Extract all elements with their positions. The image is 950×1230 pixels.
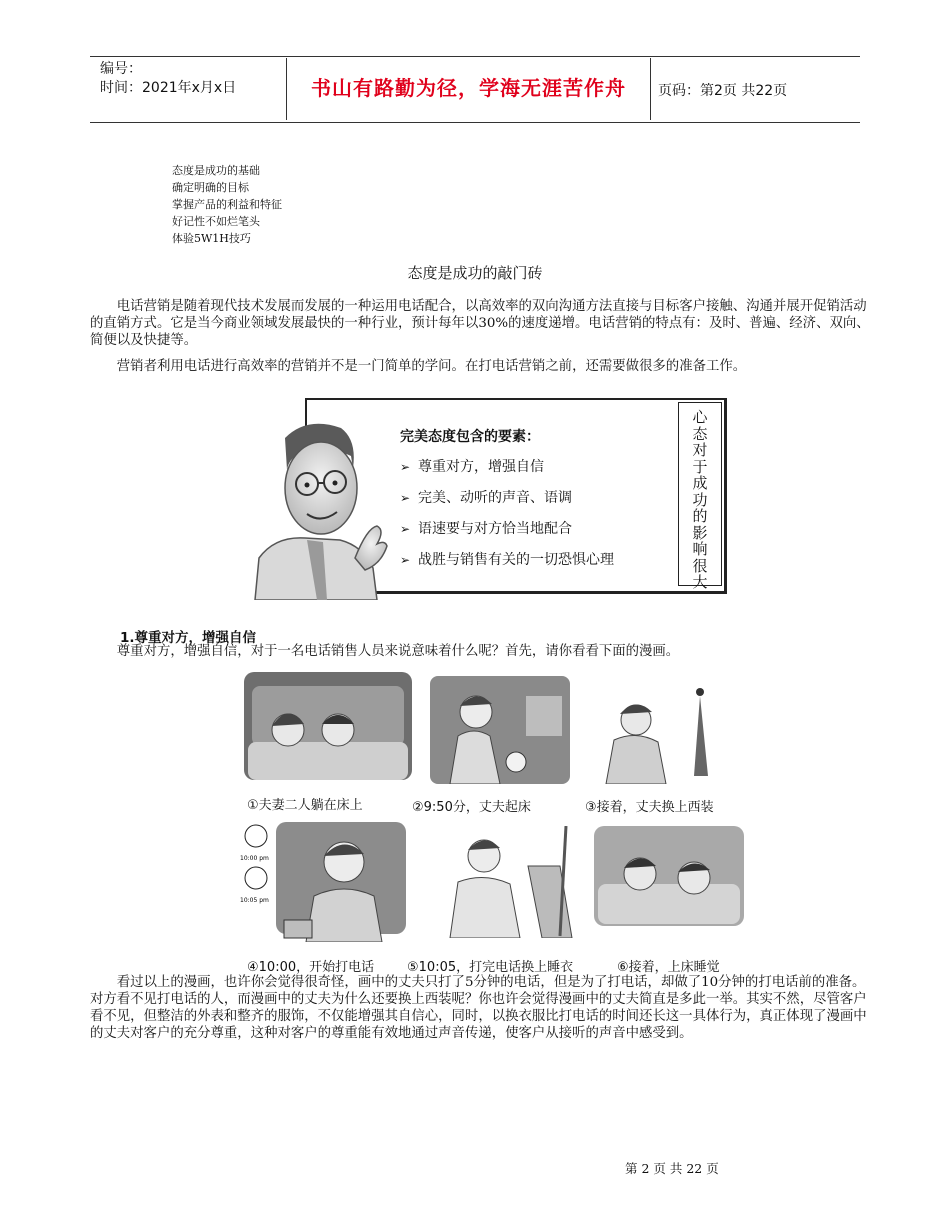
header-top-rule [90,56,860,57]
comic-panel-husband-wakes [430,676,570,784]
outline-item: 确定明确的目标 [172,181,249,194]
side-note-char: 影 [692,523,708,542]
outline-item: 态度是成功的基础 [172,164,260,177]
page-footer: 第 2 页 共 22 页 [625,1161,719,1176]
side-note-char: 功 [692,490,708,509]
salesman-illustration [245,418,395,600]
comic-panel-husband-suits-up [596,676,726,784]
side-note-char: 态 [692,424,708,443]
comic-caption: ④10:00，开始打电话 [247,960,375,975]
side-note-char: 的 [692,507,708,525]
infographic-item [400,518,572,538]
section-title: 态度是成功的敲门砖 [407,264,543,282]
comic-caption: ③接着，丈夫换上西装 [585,800,714,815]
side-note-char: 心 [692,408,708,426]
paragraph-comic-intro: 尊重对方，增强自信，对于一名电话销售人员来说意味着什么呢？首先，请你看看下面的漫画。 [116,644,680,659]
comic-panel-husband-calls [236,822,406,942]
header-page-number: 页码：第2页 共22页 [658,83,788,99]
comic-caption: ②9:50分，丈夫起床 [412,800,531,815]
side-note-char: 响 [692,540,708,558]
header-divider [650,58,651,120]
side-note-char: 很 [692,556,708,575]
infographic-item [400,487,572,507]
outline-item: 好记性不如烂笔头 [172,215,260,228]
infographic-item-text: 尊重对方，增强自信 [418,459,544,475]
outline-item: 体验5W1H技巧 [172,232,251,245]
header-meta [100,60,236,98]
infographic-title: 完美态度包含的要素： [400,429,540,445]
comic-caption: ①夫妻二人躺在床上 [247,798,363,813]
infographic-item-text: 语速要与对方恰当地配合 [418,521,572,537]
paragraph-preparation: 营销者利用电话进行高效率的营销并不是一门简单的学问。在打电话营销之前，还需要做很多的准备工作。 [116,359,747,374]
outline-list [172,162,282,247]
comic-panel-back-to-bed [594,826,744,926]
comic-panel-couple-in-bed [244,672,412,780]
infographic-item-text: 战胜与销售有关的一切恐惧心理 [418,552,614,568]
side-note-char: 成 [692,474,708,492]
serial-label: 编号： [100,61,142,77]
comic-caption: ⑥接着，上床睡觉 [617,960,720,975]
infographic-item [400,456,544,476]
comic-caption: ⑤10:05，打完电话换上睡衣 [407,960,574,975]
arrow-bullet-icon: ➢ [400,460,411,474]
side-note-char: 大 [692,573,708,591]
section-heading-respect: 1.尊重对方，增强自信 [120,630,257,646]
infographic-item [400,549,614,569]
clock-label-1005: 10:05 pm [240,897,269,904]
comic-panel-husband-changes-pajamas [432,826,582,938]
arrow-bullet-icon: ➢ [400,522,411,536]
side-note-text [679,409,721,591]
outline-item: 掌握产品的利益和特征 [172,198,282,211]
side-note-char: 对 [692,441,708,459]
arrow-bullet-icon: ➢ [400,491,411,505]
side-note-char: 于 [692,457,708,476]
arrow-bullet-icon: ➢ [400,553,411,567]
date-label: 时间：2021年x月x日 [100,80,237,96]
header-motto: 书山有路勤为径，学海无涯苦作舟 [311,76,626,100]
infographic-item-text: 完美、动听的声音、语调 [418,490,572,506]
paragraph-intro: 电话营销是随着现代技术发展而发展的一种运用电话配合，以高效率的双向沟通方法直接与目标客户接触、沟通并展开促销活动的直销方式。它是当今商业领域发展最快的一种行业，预计每年以30%的速度递增。电话营销的特点有：及时、普遍、经济、双向、简便以及快捷等。 [90,299,870,348]
clock-label-1000: 10:00 pm [240,855,269,862]
side-note-box [678,402,722,591]
header-bottom-rule [90,122,860,123]
paragraph-comic-analysis: 看过以上的漫画，也许你会觉得很奇怪，画中的丈夫只打了5分钟的电话，但是为了打电话，却做了10分钟的打电话前的准备。对方看不见打电话的人，而漫画中的丈夫为什么还要换上西装呢？你也许会觉得漫画中的丈夫简直是多此一举。其实不然，尽管客户看不见，但整洁的外表和整齐的服饰，不仅能增强其自信心，同时，以换衣服比打电话的时间还长这一具体行为，真正体现了漫画中的丈夫对客户的充分尊重，这种对客户的尊重能有效地通过声音传递，使客户从接听的声音中感受到。 [90,975,867,1041]
